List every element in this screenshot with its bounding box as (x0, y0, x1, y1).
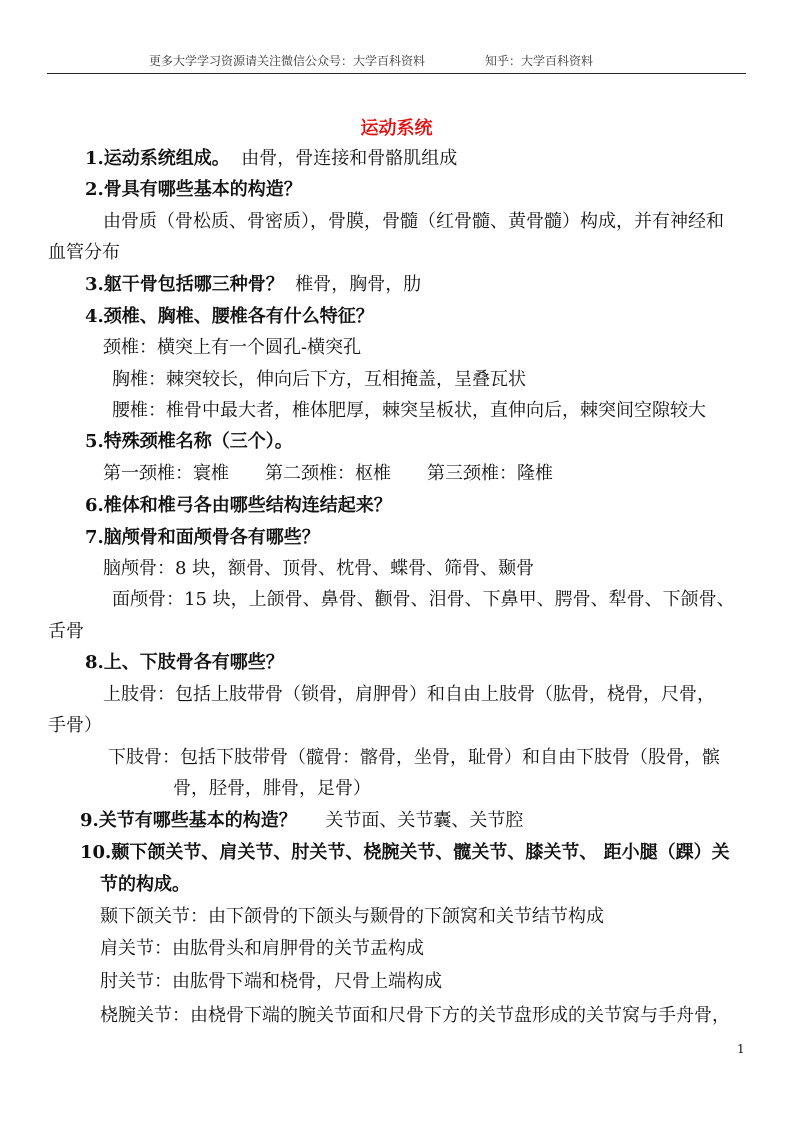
question-6: 6.椎体和椎弓各由哪些结构连结起来？ (85, 495, 392, 516)
answer-line: 肩关节：由肱骨头和肩胛骨的关节盂构成 (100, 938, 424, 959)
answer-line: 骨，胫骨，腓骨，足骨） (173, 778, 371, 799)
question-7: 7.脑颅骨和面颅骨各有哪些？ (85, 527, 320, 548)
answer-line: 颞下颌关节：由下颌骨的下颌头与颞骨的下颌窝和关节结节构成 (100, 906, 604, 927)
answer-text: 椎骨，胸骨，肋 (295, 274, 422, 295)
answer-line: 桡腕关节：由桡骨下端的腕关节面和尺骨下方的关节盘形成的关节窝与手舟骨， (100, 1005, 730, 1026)
page-title: 运动系统 (360, 118, 433, 139)
header-rule (47, 73, 746, 74)
answer-line: 肘关节：由肱骨下端和桡骨，尺骨上端构成 (100, 971, 442, 992)
answer-line: 颈椎：横突上有一个圆孔-横突孔 (103, 337, 362, 358)
answer-line: 脑颅骨：8 块，额骨、顶骨、枕骨、蝶骨、筛骨、颞骨 (103, 558, 535, 579)
header-right: 知乎：大学百科资料 (485, 54, 594, 68)
answer-line: 面颅骨：15 块，上颌骨、鼻骨、颧骨、泪骨、下鼻甲、腭骨、犁骨、下颌骨、 (112, 589, 735, 610)
question-8: 8.上、下肢骨各有哪些？ (85, 652, 284, 673)
answer-line: 腰椎：椎骨中最大者，椎体肥厚，棘突呈板状，直伸向后，棘突间空隙较大 (112, 400, 706, 421)
question-2: 2.骨具有哪些基本的构造？ (85, 179, 302, 200)
answer-text: 由骨，骨连接和骨骼肌组成 (241, 148, 458, 169)
answer-line: 下肢骨：包括下肢带骨（髋骨：髂骨，坐骨，耻骨）和自由下肢骨（股骨，髌 (108, 747, 720, 768)
question-9 (80, 810, 523, 832)
question-4: 4.颈椎、胸椎、腰椎各有什么特征？ (85, 306, 374, 327)
question-text: 1.运动系统组成。 (85, 148, 230, 169)
question-10: 10.颞下颌关节、肩关节、肘关节、桡腕关节、髋关节、膝关节、 距小腿（踝）关 (80, 842, 730, 863)
header-left: 更多大学学习资源请关注微信公众号：大学百科资料 (149, 54, 426, 68)
answer-line: 胸椎：棘突较长，伸向后下方，互相掩盖，呈叠瓦状 (112, 369, 526, 390)
question-text: 3.躯干骨包括哪三种骨？ (85, 274, 284, 295)
answer-line: 上肢骨：包括上肢带骨（锁骨，肩胛骨）和自由上肢骨（肱骨，桡骨，尺骨， (103, 684, 715, 705)
answer-line: 第一颈椎：寰椎 第二颈椎：枢椎 第三颈椎：隆椎 (103, 463, 553, 484)
question-5: 5.特殊颈椎名称（三个）。 (85, 431, 293, 452)
answer-line: 血管分布 (48, 242, 120, 263)
question-text: 9.关节有哪些基本的构造？ (80, 810, 297, 831)
question-10-cont: 节的构成。 (100, 874, 190, 895)
answer-line: 舌骨 (48, 621, 84, 642)
answer-text: 关节面、关节囊、关节腔 (325, 810, 524, 831)
page-number: 1 (737, 1042, 745, 1056)
question-1 (85, 148, 457, 170)
question-3 (85, 274, 421, 296)
answer-line: 由骨质（骨松质、骨密质），骨膜，骨髓（红骨髓、黄骨髓）构成，并有神经和 (103, 211, 724, 232)
answer-line: 手骨） (48, 715, 102, 736)
